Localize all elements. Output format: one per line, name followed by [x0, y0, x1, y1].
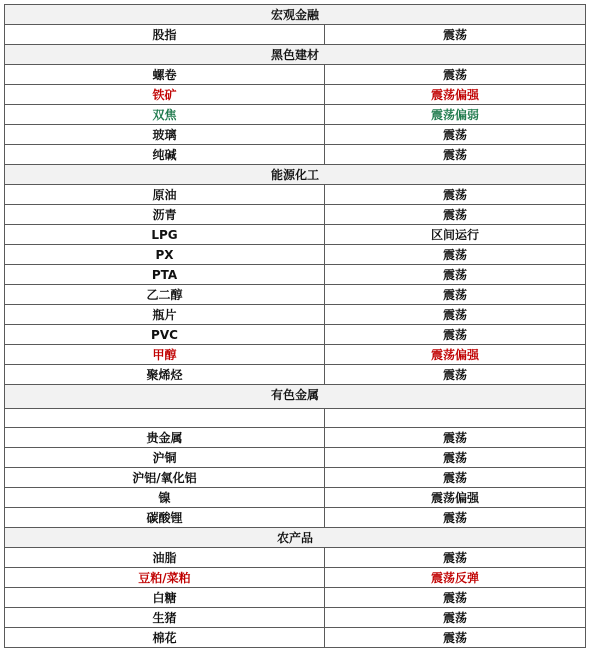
commodity-name: 沪铜	[5, 448, 325, 468]
commodity-outlook: 震荡偏强	[325, 345, 586, 365]
table-row	[5, 608, 586, 628]
commodity-name: 甲醇	[5, 345, 325, 365]
commodity-name: PTA	[5, 265, 325, 285]
table-row	[5, 568, 586, 588]
section-title	[5, 385, 586, 409]
table-row	[5, 285, 586, 305]
commodity-outlook: 震荡	[325, 185, 586, 205]
commodity-name: 油脂	[5, 548, 325, 568]
commodity-name: LPG	[5, 225, 325, 245]
section-header-row	[5, 528, 586, 548]
table-row	[5, 65, 586, 85]
table-row	[5, 365, 586, 385]
commodity-outlook: 震荡	[325, 125, 586, 145]
commodity-name: 聚烯烃	[5, 365, 325, 385]
commodity-name: 螺卷	[5, 65, 325, 85]
commodity-outlook: 震荡	[325, 448, 586, 468]
commodity-outlook: 震荡偏弱	[325, 105, 586, 125]
commodity-name: PVC	[5, 325, 325, 345]
commodity-name: 豆粕/菜粕	[5, 568, 325, 588]
table-row	[5, 345, 586, 365]
commodity-name: 原油	[5, 185, 325, 205]
commodity-name: 瓶片	[5, 305, 325, 325]
commodity-name: 贵金属	[5, 428, 325, 448]
section-header-row	[5, 165, 586, 185]
table-row	[5, 468, 586, 488]
section-title: 宏观金融	[5, 5, 586, 25]
commodity-name: 股指	[5, 25, 325, 45]
table-row	[5, 185, 586, 205]
section-title: 能源化工	[5, 165, 586, 185]
table-row	[5, 325, 586, 345]
commodity-name: 棉花	[5, 628, 325, 648]
table-row	[5, 548, 586, 568]
blank-cell	[5, 409, 325, 428]
table-row	[5, 245, 586, 265]
commodity-outlook: 震荡	[325, 265, 586, 285]
commodity-name: 乙二醇	[5, 285, 325, 305]
table-row	[5, 105, 586, 125]
blank-cell	[325, 409, 586, 428]
table-row	[5, 225, 586, 245]
commodity-outlook: 震荡	[325, 468, 586, 488]
commodity-outlook: 震荡偏强	[325, 85, 586, 105]
table-row	[5, 508, 586, 528]
commodity-outlook: 震荡	[325, 508, 586, 528]
table-row	[5, 125, 586, 145]
commodity-outlook: 震荡	[325, 245, 586, 265]
commodity-outlook: 震荡反弹	[325, 568, 586, 588]
commodity-outlook-table	[4, 4, 586, 648]
commodity-name: 铁矿	[5, 85, 325, 105]
commodity-name: PX	[5, 245, 325, 265]
section-title: 黑色建材	[5, 45, 586, 65]
commodity-name: 生猪	[5, 608, 325, 628]
commodity-outlook: 震荡	[325, 305, 586, 325]
table-row	[5, 588, 586, 608]
table-row	[5, 628, 586, 648]
commodity-outlook: 震荡	[325, 588, 586, 608]
section-title-text: 有色金属	[271, 388, 320, 402]
commodity-name: 镍	[5, 488, 325, 508]
blank-row	[5, 409, 586, 428]
section-header-row	[5, 45, 586, 65]
table-row	[5, 25, 586, 45]
commodity-name: 玻璃	[5, 125, 325, 145]
section-header-row	[5, 5, 586, 25]
commodity-outlook: 震荡	[325, 65, 586, 85]
commodity-outlook: 震荡	[325, 365, 586, 385]
table-row	[5, 205, 586, 225]
commodity-outlook-table-body	[5, 5, 586, 648]
commodity-name: 沥青	[5, 205, 325, 225]
table-row	[5, 488, 586, 508]
commodity-outlook: 震荡	[325, 325, 586, 345]
commodity-name: 白糖	[5, 588, 325, 608]
table-row	[5, 265, 586, 285]
commodity-outlook: 震荡	[325, 285, 586, 305]
commodity-name: 双焦	[5, 105, 325, 125]
table-row	[5, 448, 586, 468]
commodity-outlook: 区间运行	[325, 225, 586, 245]
commodity-outlook: 震荡	[325, 145, 586, 165]
table-row	[5, 145, 586, 165]
table-row	[5, 428, 586, 448]
commodity-outlook: 震荡	[325, 608, 586, 628]
commodity-name: 纯碱	[5, 145, 325, 165]
commodity-outlook-table-container	[4, 4, 585, 648]
table-row	[5, 85, 586, 105]
section-title: 农产品	[5, 528, 586, 548]
commodity-outlook: 震荡	[325, 628, 586, 648]
commodity-outlook: 震荡	[325, 25, 586, 45]
section-header-row	[5, 385, 586, 409]
commodity-outlook: 震荡偏强	[325, 488, 586, 508]
table-row	[5, 305, 586, 325]
commodity-name: 碳酸锂	[5, 508, 325, 528]
commodity-name: 沪铝/氧化铝	[5, 468, 325, 488]
commodity-outlook: 震荡	[325, 205, 586, 225]
commodity-outlook: 震荡	[325, 548, 586, 568]
commodity-outlook: 震荡	[325, 428, 586, 448]
